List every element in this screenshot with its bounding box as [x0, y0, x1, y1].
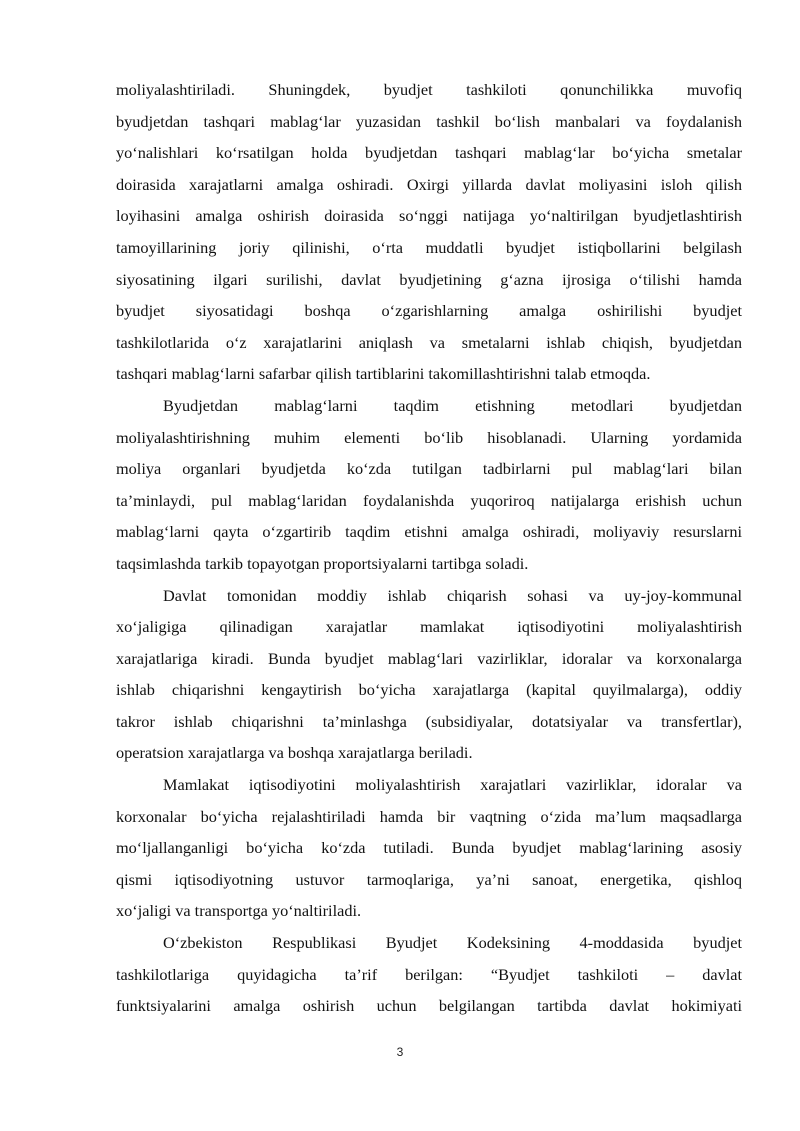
text-line: loyihasini amalga oshirish doirasida so‘nggi natijaga yo‘naltirilgan byudjetlashtirish — [116, 206, 742, 226]
text-line: tashkilotlarida o‘z xarajatlarini aniqlash va smetalarni ishlab chiqish, byudjetdan — [116, 332, 742, 352]
text-line: Mamlakat iqtisodiyotini moliyalashtirish xarajatlari vazirliklar, idoralar va — [163, 775, 742, 795]
text-line: moliyalashtiriladi. Shuningdek, byudjet tashkiloti qonunchilikka muvofiq — [116, 80, 742, 99]
text-line: tashkilotlariga quyidagicha ta’rif berilgan: “Byudjet tashkiloti – davlat — [116, 964, 742, 984]
text-line: qismi iqtisodiyotning ustuvor tarmoqlariga, ya’ni sanoat, energetika, qishloq — [116, 869, 742, 889]
text-line: Byudjetdan mablag‘larni taqdim etishning metodlari byudjetdan — [163, 395, 742, 415]
page-number: 3 — [396, 1045, 404, 1059]
body-text — [116, 74, 742, 1022]
text-line: yo‘nalishlari ko‘rsatilgan holda byudjetdan tashqari mablag‘lar bo‘yicha smetalar — [116, 143, 742, 163]
text-line: korxonalar bo‘yicha rejalashtiriladi hamda bir vaqtning o‘zida ma’lum maqsadlarga — [116, 806, 742, 826]
text-line: tashqari mablag‘larni safarbar qilish tartiblarini takomillashtirishni talab etmoqda. — [116, 364, 651, 384]
text-line: moliya organlari byudjetda ko‘zda tutilgan tadbirlarni pul mablag‘lari bilan — [116, 459, 742, 479]
text-line: mablag‘larni qayta o‘zgartirib taqdim etishni amalga oshiradi, moliyaviy resurslarni — [116, 522, 742, 542]
text-line: byudjet siyosatidagi boshqa o‘zgarishlarning amalga oshirilishi byudjet — [116, 301, 742, 321]
text-line: mo‘ljallanganligi bo‘yicha ko‘zda tutiladi. Bunda byudjet mablag‘larining asosiy — [116, 838, 742, 858]
text-line: byudjetdan tashqari mablag‘lar yuzasidan tashkil bo‘lish manbalari va foydalanish — [116, 111, 742, 131]
text-line: funktsiyalarini amalga oshirish uchun belgilangan tartibda davlat hokimiyati — [116, 996, 742, 1016]
text-line: doirasida xarajatlarni amalga oshiradi. Oxirgi yillarda davlat moliyasini isloh qilish — [116, 174, 742, 194]
text-line: tamoyillarining joriy qilinishi, o‘rta muddatli byudjet istiqbollarini belgilash — [116, 237, 742, 257]
text-line: taqsimlashda tarkib topayotgan proportsiyalarni tartibga soladi. — [116, 553, 529, 573]
text-line: Davlat tomonidan moddiy ishlab chiqarish sohasi va uy-joy-kommunal — [163, 585, 742, 605]
text-line: ishlab chiqarishni kengaytirish bo‘yicha xarajatlarga (kapital quyilmalarga), oddiy — [116, 680, 742, 700]
text-line: operatsion xarajatlarga va boshqa xarajatlarga beriladi. — [116, 743, 473, 763]
text-line: siyosatining ilgari surilishi, davlat byudjetining g‘azna ijrosiga o‘tilishi hamda — [116, 269, 742, 289]
text-line: takror ishlab chiqarishni ta’minlashga (subsidiyalar, dotatsiyalar va transfertlar), — [116, 711, 742, 731]
text-line: xarajatlariga kiradi. Bunda byudjet mablag‘lari vazirliklar, idoralar va korxonalarga — [116, 648, 742, 668]
text-line: moliyalashtirishning muhim elementi bo‘lib hisoblanadi. Ularning yordamida — [116, 427, 742, 447]
text-line: ta’minlaydi, pul mablag‘laridan foydalanishda yuqoriroq natijalarga erishish uchun — [116, 490, 742, 510]
text-line: xo‘jaligi va transportga yo‘naltiriladi. — [116, 901, 362, 921]
text-line: O‘zbekiston Respublikasi Byudjet Kodeksining 4-moddasida byudjet — [163, 933, 742, 953]
text-line: xo‘jaligiga qilinadigan xarajatlar mamlakat iqtisodiyotini moliyalashtirish — [116, 617, 742, 637]
